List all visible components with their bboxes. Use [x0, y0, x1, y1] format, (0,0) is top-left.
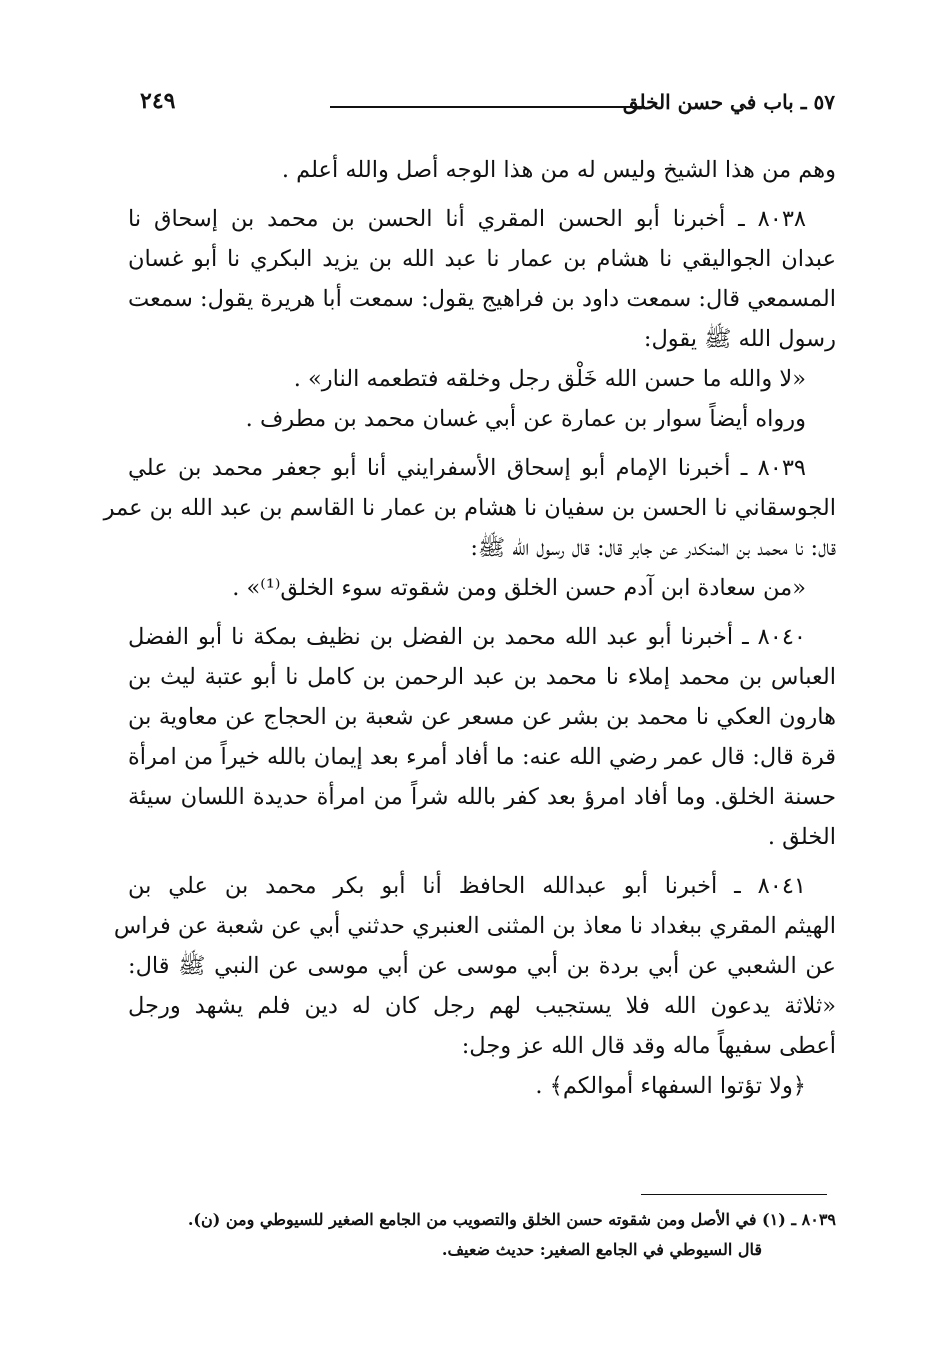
- text-line: أعطى سفيهاً ماله وقد قال الله عز وجل:: [461, 1033, 836, 1059]
- text-line: حسنة الخلق. وما أفاد امرؤ بعد كفر بالله شراً من امرأة حديدة اللسان سيئة: [128, 784, 836, 810]
- header-rule: [330, 106, 645, 108]
- chapter-title: ٥٧ ـ باب في حسن الخلق: [622, 90, 835, 114]
- text-line: عن الشعبي عن أبي بردة بن أبي موسى عن أبي موسى عن النبي ﷺ قال:: [128, 953, 836, 979]
- footnotes: [150, 1205, 836, 1265]
- text-line: هارون العكي نا محمد بن بشر عن مسعر عن شعبة بن الحجاج عن معاوية بن: [128, 704, 836, 730]
- footnote-line: قال السيوطي في الجامع الصغير: حديث ضعيف.: [441, 1240, 762, 1259]
- text-line: «لا والله ما حسن الله خَلْق رجل وخلقه فتطعمه النار» .: [293, 366, 806, 392]
- text-line: قال: نا محمد بن المنكدر عن جابر قال: قال رسول الله ﷺ:: [470, 535, 836, 561]
- text-line: ورواه أيضاً سوار بن عمارة عن أبي غسان محمد بن مطرف .: [245, 406, 806, 432]
- text-line: ٨٠٣٨ ـ أخبرنا أبو الحسن المقري أنا الحسن بن محمد بن إسحاق نا: [128, 206, 806, 232]
- text-line: ٨٠٤٠ ـ أخبرنا أبو عبد الله محمد بن الفضل بن نظيف بمكة نا أبو الفضل: [128, 624, 806, 650]
- main-text: [103, 150, 836, 1106]
- text-line: قرة قال: قال عمر رضي الله عنه: ما أفاد أمرء بعد إيمان بالله خيراً من امرأة: [128, 744, 836, 770]
- text-line: الجوسقاني نا الحسن بن سفيان نا هشام بن عمار نا القاسم بن عبد الله بن عمر: [103, 495, 836, 521]
- footnote-line: ٨٠٣٩ ـ (١) في الأصل ومن شقوته حسن الخلق والتصويب من الجامع الصغير للسيوطي ومن (ن).: [187, 1210, 836, 1229]
- text-line: ﴿ولا تؤتوا السفهاء أموالكم﴾ .: [535, 1073, 806, 1099]
- text-line: عبدان الجواليقي نا هشام بن عمار نا عبد الله بن يزيد البكري نا أبو غسان: [128, 246, 836, 272]
- text-line: وهم من هذا الشيخ وليس له من هذا الوجه أصل والله أعلم .: [281, 157, 836, 183]
- text-line: رسول الله ﷺ يقول:: [643, 326, 836, 352]
- page-header: [130, 86, 835, 120]
- text-line: الخلق .: [767, 824, 836, 850]
- text-line: المسمعي قال: سمعت داود بن فراهيج يقول: سمعت أبا هريرة يقول: سمعت: [128, 286, 836, 312]
- text-line: الهيثم المقري ببغداد نا معاذ بن المثنى العنبري حدثني أبي عن شعبة عن فراس: [113, 913, 836, 939]
- text-line: العباس بن محمد إملاء نا محمد بن عبد الرحمن بن كامل نا أبو عتبة ليث بن: [128, 664, 836, 690]
- text-line: «ثلاثة يدعون الله فلا يستجيب لهم رجل كان له دين فلم يشهد ورجل: [128, 993, 836, 1019]
- text-line: «من سعادة ابن آدم حسن الخلق ومن شقوته سوء الخلق⁽¹⁾» .: [232, 575, 806, 601]
- footnote-rule: [641, 1194, 827, 1195]
- page-number: ٢٤٩: [140, 88, 176, 114]
- text-line: ٨٠٤١ ـ أخبرنا أبو عبدالله الحافظ أنا أبو بكر محمد بن علي بن: [128, 873, 806, 899]
- text-line: ٨٠٣٩ ـ أخبرنا الإمام أبو إسحاق الأسفرايني أنا أبو جعفر محمد بن علي: [128, 455, 806, 481]
